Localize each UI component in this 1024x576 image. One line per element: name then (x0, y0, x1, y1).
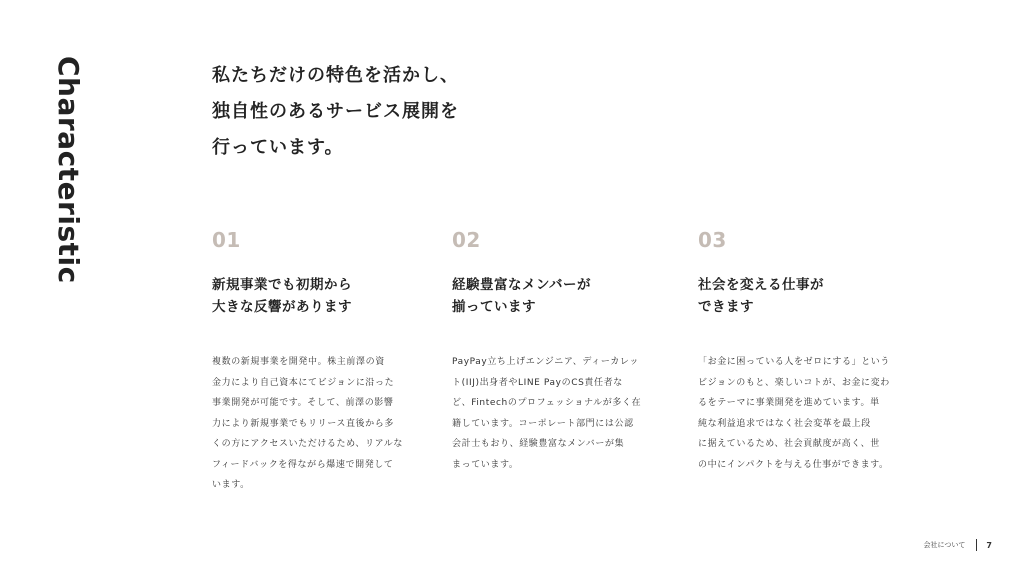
column-title (452, 274, 662, 318)
column-title-line: 大きな反響があります (212, 299, 352, 315)
column-body-line: ど、Fintechのプロフェッショナルが多く在 (452, 398, 642, 408)
column-body-line: ト(IIJ)出身者やLINE PayのCS責任者な (452, 377, 623, 388)
column-title-line: 新規事業でも初期から (212, 277, 352, 293)
column-number: 01 (212, 228, 241, 252)
column-body-line: 金力により自己資本にてビジョンに沿った (212, 377, 395, 388)
page-footer (924, 538, 992, 552)
characteristic-column-3 (698, 226, 908, 475)
characteristic-column-2 (452, 226, 662, 475)
column-title (698, 274, 908, 318)
column-title (212, 274, 422, 318)
footer-section-label: 会社について (923, 541, 966, 549)
column-body-line: 籍しています。コーポレート部門には公認 (452, 418, 634, 429)
footer-divider (976, 539, 977, 551)
headline-line: 私たちだけの特色を活かし、 (212, 65, 459, 86)
page-number: 7 (986, 540, 992, 550)
column-body-line: 複数の新規事業を開発中。株主前澤の資 (212, 357, 385, 367)
column-body (212, 352, 422, 496)
column-number: 02 (452, 228, 481, 252)
characteristics-columns (212, 226, 912, 496)
column-body-line: くの方にアクセスいただけるため、リアルな (212, 439, 404, 449)
headline-line: 独自性のあるサービス展開を (212, 101, 459, 122)
column-body-line: 純な利益追求ではなく社会変革を最上段 (698, 418, 871, 429)
column-body-line: 会計士もおり、経験豊富なメンバーが集 (452, 439, 625, 449)
column-body-line: の中にインパクトを与える仕事ができます。 (698, 459, 889, 470)
column-title-line: できます (698, 299, 754, 315)
column-body-line: います。 (212, 480, 250, 490)
column-title-line: 揃っています (452, 299, 536, 315)
column-number: 03 (698, 228, 727, 252)
column-title-line: 社会を変える仕事が (698, 277, 824, 293)
column-title-line: 経験豊富なメンバーが (452, 277, 592, 293)
headline (212, 58, 732, 166)
column-body-line: 事業開発が可能です。そして、前澤の影響 (212, 398, 394, 408)
column-body-line: PayPay立ち上げエンジニア、ディーカレッ (452, 357, 639, 367)
column-body-line: に据えているため、社会貢献度が高く、世 (698, 439, 880, 449)
column-body-line: るをテーマに事業開発を進めています。単 (698, 398, 880, 408)
column-body-line: まっています。 (452, 459, 519, 470)
column-body-line: フィードバックを得ながら爆速で開発して (212, 459, 394, 470)
column-body (698, 352, 908, 475)
headline-line: 行っています。 (212, 137, 344, 158)
column-body (452, 352, 662, 475)
characteristic-column-1 (212, 226, 422, 496)
column-body-line: ビジョンのもと、楽しいコトが、お金に変わ (698, 377, 890, 388)
side-title: Characteristic (52, 56, 85, 284)
column-body-line: 力により新規事業でもリリース直後から多 (212, 418, 394, 429)
column-body-line: 「お金に困っている人をゼロにする」という (698, 357, 891, 367)
